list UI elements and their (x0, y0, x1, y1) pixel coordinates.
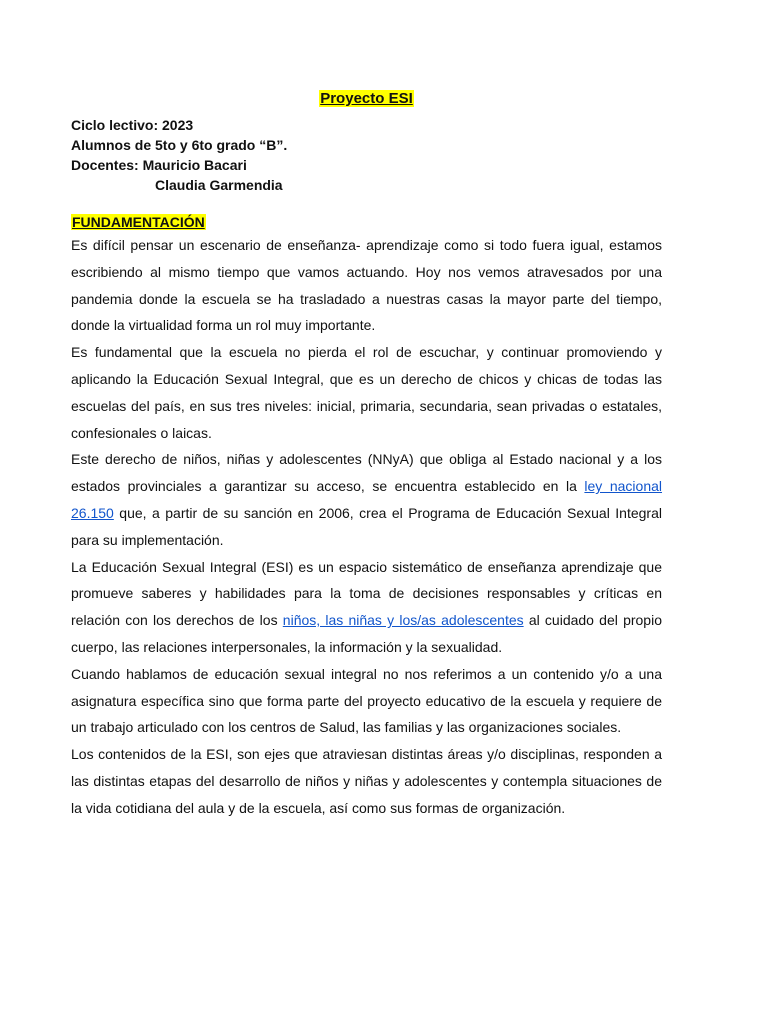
title-block (71, 90, 662, 108)
paragraph-3 (71, 446, 662, 553)
meta-docentes: Docentes: Mauricio Bacari (71, 157, 247, 173)
meta-docente-2: Claudia Garmendia (155, 177, 283, 193)
paragraph-4-text-a: La Educación Sexual Integral (ESI) es un espacio sistemático de enseñanza aprendizaje que promueve saberes y habilidades para la toma de decisiones responsables y críticas en relación con los derechos de los (71, 558, 662, 629)
paragraph-4-text-b: al cuidado del propio cuerpo, las relaciones interpersonales, la información y la sexualidad. (71, 612, 662, 655)
paragraph-6: Los contenidos de la ESI, son ejes que atraviesan distintas áreas y/o disciplinas, responden a las distintas etapas del desarrollo de niños y niñas y adolescentes y contempla situaciones de la vida cotidiana del aula y de la escuela, así como sus formas de organización. (71, 746, 662, 816)
paragraph-3-text-a: Este derecho de niños, niñas y adolescentes (NNyA) que obliga al Estado nacional y a los estados provinciales a garantizar su acceso, se encuentra establecido en la (71, 451, 662, 495)
meta-ciclo: Ciclo lectivo: 2023 (71, 117, 194, 133)
paragraph-2: Es fundamental que la escuela no pierda el rol de escuchar, y continuar promoviendo y aplicando la Educación Sexual Integral, que es un derecho de chicos y chicas de todas las escuelas del país, en sus tres niveles: inicial, primaria, secundaria, sean privadas o estatales, confesionales o laicas. (71, 344, 662, 441)
ninos-adolescentes-link[interactable]: niños, las niñas y los/as adolescentes (282, 612, 524, 629)
paragraph-3-text-b: que, a partir de su sanción en 2006, crea el Programa de Educación Sexual Integral para su implementación. (71, 504, 662, 548)
paragraph-4 (71, 554, 662, 661)
ley-26150-link[interactable]: ley nacional 26.150 (71, 478, 663, 521)
section-title: FUNDAMENTACIÓN (72, 214, 205, 230)
paragraph-1: Es difícil pensar un escenario de enseñanza- aprendizaje como si todo fuera igual, estamos escribiendo al mismo tiempo que vamos actuando. Hoy nos vemos atravesados por una pandemia donde la escuela se ha trasladado a nuestras casas la mayor parte del tiempo, donde la virtualidad forma un rol muy importante. (71, 237, 662, 334)
paragraph-5: Cuando hablamos de educación sexual integral no nos referimos a un contenido y/o a una asignatura específica sino que forma parte del proyecto educativo de la escuela y requiere de un trabajo articulado con los centros de Salud, las familias y las organizaciones sociales. (71, 665, 662, 736)
document-body (71, 90, 662, 822)
meta-alumnos: Alumnos de 5to y 6to grado “B”. (71, 137, 288, 153)
document-title: Proyecto ESI (320, 90, 413, 107)
meta-block (71, 115, 662, 195)
section-heading (71, 212, 662, 232)
